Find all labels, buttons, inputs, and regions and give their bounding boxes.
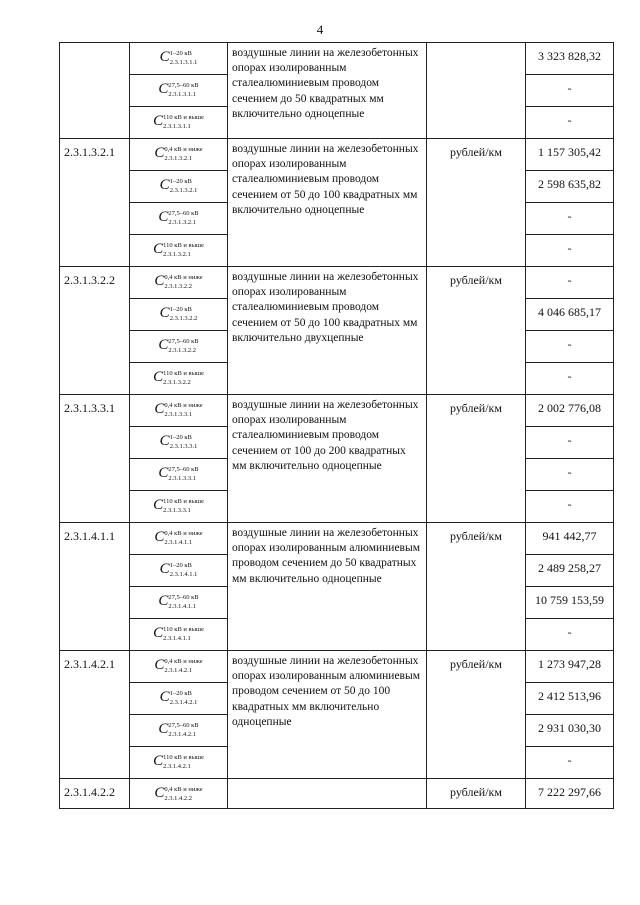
- unit-label: рублей/км: [427, 523, 526, 651]
- voltage-superscript: 110 кВ и выше: [163, 498, 204, 505]
- rate-letter: C: [153, 497, 164, 513]
- rate-symbol: [130, 171, 228, 203]
- line-description: воздушные линии на железобетонных опорах изолированным сталеалюминиевым проводом сечением от 100 до 200 квадратных мм включительно одноцепные: [228, 395, 427, 523]
- voltage-superscript: 0,4 кВ и ниже: [164, 402, 203, 409]
- voltage-superscript: 27,5–60 кВ: [168, 594, 199, 601]
- voltage-superscript: 1–20 кВ: [169, 178, 192, 185]
- rate-letter: C: [154, 785, 165, 801]
- rate-symbol: [130, 427, 228, 459]
- rate-letter: C: [158, 81, 169, 97]
- rate-letter: C: [158, 465, 169, 481]
- rate-scripts: [168, 720, 198, 739]
- index-subscript: 2.3.1.3.3.1: [169, 443, 198, 450]
- rate-formula: [130, 203, 227, 227]
- rate-formula: [130, 363, 227, 387]
- voltage-superscript: 0,4 кВ и ниже: [164, 274, 203, 281]
- index-subscript: 2.3.1.4.2.1: [164, 667, 193, 674]
- index-subscript: 2.3.1.3.2.1: [164, 155, 193, 162]
- index-subscript: 2.3.1.3.2.1: [163, 251, 191, 258]
- tariff-table: [59, 42, 614, 809]
- rate-value: 2 598 635,82: [526, 171, 614, 203]
- line-description: воздушные линии на железобетонных опорах изолированным алюминиевым проводом сечением от 50 до 100 квадратных мм включительно одноцепные: [228, 651, 427, 779]
- rate-scripts: [170, 304, 198, 323]
- rate-letter: C: [158, 209, 169, 225]
- rate-letter: C: [153, 241, 164, 257]
- voltage-superscript: 0,4 кВ и ниже: [164, 786, 203, 793]
- rate-letter: C: [154, 145, 165, 161]
- rate-letter: C: [159, 177, 170, 193]
- line-description: [228, 779, 427, 809]
- index-subscript: 2.3.1.3.1.1: [169, 59, 198, 66]
- unit-label: рублей/км: [427, 139, 526, 267]
- rate-symbol: [130, 203, 228, 235]
- table-row: [60, 395, 614, 427]
- rate-formula: [130, 491, 227, 515]
- rate-scripts: [163, 112, 204, 131]
- rate-value: 1 157 305,42: [526, 139, 614, 171]
- rate-scripts: [164, 400, 202, 419]
- voltage-superscript: 110 кВ и выше: [163, 754, 204, 761]
- voltage-superscript: 110 кВ и выше: [163, 626, 204, 633]
- voltage-superscript: 1–20 кВ: [169, 50, 192, 57]
- voltage-superscript: 0,4 кВ и ниже: [164, 146, 203, 153]
- item-code: 2.3.1.3.2.1: [60, 139, 130, 267]
- rate-symbol: [130, 619, 228, 651]
- rate-scripts: [164, 144, 202, 163]
- rate-scripts: [168, 592, 198, 611]
- rate-symbol: [130, 395, 228, 427]
- rate-symbol: [130, 459, 228, 491]
- voltage-superscript: 27,5–60 кВ: [168, 722, 199, 729]
- rate-scripts: [164, 784, 202, 803]
- tariff-table-body: [60, 43, 614, 809]
- unit-label: рублей/км: [427, 395, 526, 523]
- rate-symbol: [130, 715, 228, 747]
- rate-value: -: [526, 75, 614, 107]
- rate-letter: C: [159, 561, 170, 577]
- rate-scripts: [163, 368, 204, 387]
- rate-value: -: [526, 459, 614, 491]
- rate-letter: C: [153, 625, 164, 641]
- rate-letter: C: [154, 529, 165, 545]
- rate-value: 4 046 685,17: [526, 299, 614, 331]
- rate-scripts: [168, 208, 198, 227]
- rate-formula: [130, 779, 227, 803]
- rate-formula: [130, 523, 227, 547]
- voltage-superscript: 27,5–60 кВ: [168, 82, 199, 89]
- rate-scripts: [170, 688, 198, 707]
- rate-letter: C: [153, 113, 164, 129]
- voltage-superscript: 1–20 кВ: [169, 562, 192, 569]
- rate-symbol: [130, 363, 228, 395]
- rate-value: 2 489 258,27: [526, 555, 614, 587]
- rate-formula: [130, 715, 227, 739]
- rate-symbol: [130, 523, 228, 555]
- voltage-superscript: 1–20 кВ: [169, 306, 192, 313]
- rate-value: 7 222 297,66: [526, 779, 614, 809]
- rate-scripts: [163, 752, 204, 771]
- index-subscript: 2.3.1.3.2.1: [168, 219, 196, 226]
- line-description: воздушные линии на железобетонных опорах изолированным алюминиевым проводом сечением до 50 квадратных мм включительно одноцепные: [228, 523, 427, 651]
- rate-value: 10 759 153,59: [526, 587, 614, 619]
- rate-symbol: [130, 651, 228, 683]
- rate-scripts: [163, 240, 204, 259]
- rate-symbol: [130, 683, 228, 715]
- rate-scripts: [168, 336, 198, 355]
- unit-label: рублей/км: [427, 651, 526, 779]
- rate-symbol: [130, 491, 228, 523]
- line-description: воздушные линии на железобетонных опорах изолированным сталеалюминиевым проводом сечением от 50 до 100 квадратных мм включительно одноцепные: [228, 139, 427, 267]
- rate-letter: C: [159, 49, 170, 65]
- index-subscript: 2.3.1.3.2.1: [169, 187, 198, 194]
- index-subscript: 2.3.1.3.3.1: [163, 507, 191, 514]
- voltage-superscript: 1–20 кВ: [169, 434, 192, 441]
- rate-formula: [130, 267, 227, 291]
- table-row: [60, 651, 614, 683]
- rate-formula: [130, 171, 227, 195]
- voltage-superscript: 1–20 кВ: [169, 690, 192, 697]
- rate-formula: [130, 651, 227, 675]
- rate-value: 2 002 776,08: [526, 395, 614, 427]
- rate-value: -: [526, 331, 614, 363]
- rate-formula: [130, 683, 227, 707]
- item-code: 2.3.1.4.2.2: [60, 779, 130, 809]
- rate-letter: C: [158, 337, 169, 353]
- rate-symbol: [130, 331, 228, 363]
- index-subscript: 2.3.1.4.1.1: [163, 635, 191, 642]
- rate-letter: C: [158, 593, 169, 609]
- index-subscript: 2.3.1.4.1.1: [168, 603, 196, 610]
- rate-value: -: [526, 491, 614, 523]
- voltage-superscript: 110 кВ и выше: [163, 114, 204, 121]
- rate-letter: C: [153, 753, 164, 769]
- rate-value: -: [526, 363, 614, 395]
- rate-formula: [130, 619, 227, 643]
- unit-label: рублей/км: [427, 779, 526, 809]
- table-row: [60, 267, 614, 299]
- rate-symbol: [130, 555, 228, 587]
- rate-formula: [130, 587, 227, 611]
- rate-value: 1 273 947,28: [526, 651, 614, 683]
- rate-scripts: [164, 272, 202, 291]
- table-row: [60, 779, 614, 809]
- rate-formula: [130, 427, 227, 451]
- table-row: [60, 43, 614, 75]
- rate-value: -: [526, 747, 614, 779]
- rate-letter: C: [159, 305, 170, 321]
- rate-symbol: [130, 267, 228, 299]
- index-subscript: 2.3.1.3.2.2: [169, 315, 198, 322]
- index-subscript: 2.3.1.3.2.2: [163, 379, 191, 386]
- rate-symbol: [130, 107, 228, 139]
- voltage-superscript: 27,5–60 кВ: [168, 210, 199, 217]
- rate-symbol: [130, 139, 228, 171]
- rate-letter: C: [159, 689, 170, 705]
- rate-value: 3 323 828,32: [526, 43, 614, 75]
- rate-value: -: [526, 107, 614, 139]
- rate-formula: [130, 235, 227, 259]
- voltage-superscript: 27,5–60 кВ: [168, 338, 199, 345]
- rate-scripts: [170, 560, 198, 579]
- rate-symbol: [130, 747, 228, 779]
- item-code: 2.3.1.4.1.1: [60, 523, 130, 651]
- rate-value: -: [526, 619, 614, 651]
- rate-symbol: [130, 235, 228, 267]
- item-code: 2.3.1.3.2.2: [60, 267, 130, 395]
- index-subscript: 2.3.1.3.3.1: [164, 411, 193, 418]
- rate-letter: C: [154, 273, 165, 289]
- unit-label: рублей/км: [427, 267, 526, 395]
- line-description: воздушные линии на железобетонных опорах изолированным сталеалюминиевым проводом сечением до 50 квадратных мм включительно одноцепные: [228, 43, 427, 139]
- rate-value: -: [526, 267, 614, 299]
- rate-scripts: [168, 464, 198, 483]
- rate-formula: [130, 459, 227, 483]
- rate-value: 2 931 030,30: [526, 715, 614, 747]
- page-number: 4: [316, 22, 324, 37]
- rate-scripts: [164, 656, 202, 675]
- rate-letter: C: [154, 401, 165, 417]
- unit-label: [427, 43, 526, 139]
- rate-formula: [130, 139, 227, 163]
- line-description: воздушные линии на железобетонных опорах изолированным сталеалюминиевым проводом сечением от 50 до 100 квадратных мм включительно двухцепные: [228, 267, 427, 395]
- rate-formula: [130, 43, 227, 67]
- index-subscript: 2.3.1.4.1.1: [169, 571, 198, 578]
- voltage-superscript: 110 кВ и выше: [163, 242, 204, 249]
- item-code: 2.3.1.4.2.1: [60, 651, 130, 779]
- index-subscript: 2.3.1.3.2.2: [164, 283, 193, 290]
- rate-scripts: [163, 624, 204, 643]
- voltage-superscript: 0,4 кВ и ниже: [164, 658, 203, 665]
- rate-symbol: [130, 75, 228, 107]
- rate-letter: C: [158, 721, 169, 737]
- rate-formula: [130, 75, 227, 99]
- table-row: [60, 523, 614, 555]
- rate-letter: C: [154, 657, 165, 673]
- rate-scripts: [168, 80, 198, 99]
- rate-scripts: [170, 176, 198, 195]
- rate-value: -: [526, 235, 614, 267]
- table-row: [60, 139, 614, 171]
- rate-value: 941 442,77: [526, 523, 614, 555]
- item-code: 2.3.1.3.3.1: [60, 395, 130, 523]
- voltage-superscript: 0,4 кВ и ниже: [164, 530, 203, 537]
- index-subscript: 2.3.1.4.2.1: [168, 731, 196, 738]
- rate-scripts: [170, 48, 198, 67]
- rate-symbol: [130, 299, 228, 331]
- rate-formula: [130, 747, 227, 771]
- rate-value: -: [526, 427, 614, 459]
- rate-symbol: [130, 587, 228, 619]
- rate-formula: [130, 331, 227, 355]
- rate-scripts: [163, 496, 204, 515]
- index-subscript: 2.3.1.3.1.1: [168, 91, 196, 98]
- rate-formula: [130, 107, 227, 131]
- rate-formula: [130, 299, 227, 323]
- rate-formula: [130, 555, 227, 579]
- rate-value: 2 412 513,96: [526, 683, 614, 715]
- rate-letter: C: [159, 433, 170, 449]
- index-subscript: 2.3.1.4.2.1: [163, 763, 191, 770]
- rate-letter: C: [153, 369, 164, 385]
- rate-scripts: [164, 528, 202, 547]
- rate-scripts: [170, 432, 198, 451]
- rate-symbol: [130, 43, 228, 75]
- voltage-superscript: 110 кВ и выше: [163, 370, 204, 377]
- index-subscript: 2.3.1.4.2.2: [164, 795, 193, 802]
- index-subscript: 2.3.1.3.2.2: [168, 347, 196, 354]
- index-subscript: 2.3.1.3.1.1: [163, 123, 191, 130]
- index-subscript: 2.3.1.4.2.1: [169, 699, 198, 706]
- rate-symbol: [130, 779, 228, 809]
- index-subscript: 2.3.1.4.1.1: [164, 539, 193, 546]
- rate-value: -: [526, 203, 614, 235]
- rate-formula: [130, 395, 227, 419]
- voltage-superscript: 27,5–60 кВ: [168, 466, 199, 473]
- item-code: [60, 43, 130, 139]
- index-subscript: 2.3.1.3.3.1: [168, 475, 196, 482]
